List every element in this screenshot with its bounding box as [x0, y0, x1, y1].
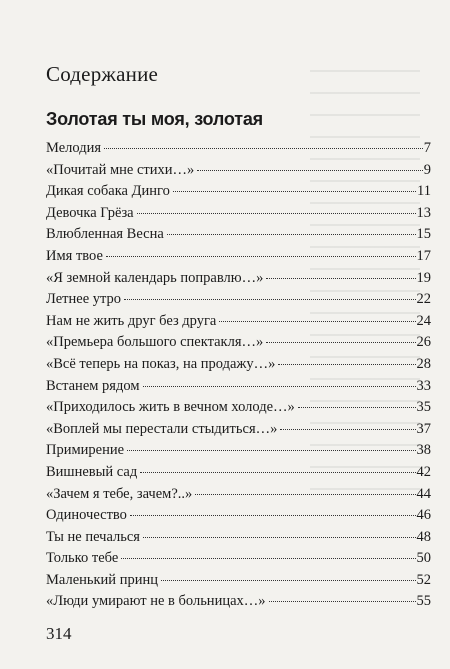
dot-leader	[121, 558, 415, 559]
dot-leader	[127, 450, 415, 451]
toc-entry	[46, 138, 431, 160]
toc-entry-title: «Люди умирают не в больницах…»	[46, 593, 266, 610]
toc-entry-page: 37	[416, 420, 431, 437]
toc-entry	[46, 268, 431, 290]
toc-entry-page: 46	[416, 507, 431, 524]
toc-entry-page: 44	[416, 485, 431, 502]
toc-entry-title: Ты не печалься	[46, 528, 140, 545]
toc-entry-page: 22	[416, 291, 431, 308]
toc-entry-page: 17	[416, 247, 431, 264]
toc-entry-page: 15	[416, 226, 431, 243]
dot-leader	[269, 601, 416, 602]
toc-entry-page: 35	[416, 399, 431, 416]
toc-entry	[46, 160, 431, 182]
dot-leader	[124, 299, 415, 300]
toc-entry-page: 50	[416, 550, 431, 567]
toc-entry	[46, 505, 431, 527]
toc-entry	[46, 397, 431, 419]
toc-entry-page: 28	[416, 355, 431, 372]
section-title: Золотая ты моя, золотая	[46, 109, 263, 129]
toc-entry	[46, 311, 431, 333]
toc-entry-title: Мелодия	[46, 140, 102, 156]
dot-leader	[278, 364, 415, 365]
toc-entry-title: «Воплей мы перестали стыдиться…»	[46, 420, 278, 437]
toc-entry-title: «Всё теперь на показ, на продажу…»	[46, 355, 276, 372]
toc-entry-page: 42	[416, 463, 431, 480]
dot-leader	[167, 234, 416, 235]
toc-entry-title: Нам не жить друг без друга	[46, 312, 217, 329]
dot-leader	[266, 342, 415, 343]
toc-entry-title: Вишневый сад	[46, 463, 138, 480]
toc-entry	[46, 289, 431, 311]
toc-entry-title: Только тебе	[46, 550, 119, 567]
toc-entry-title: Маленький принц	[46, 571, 158, 588]
toc-entry	[46, 332, 431, 354]
toc-entry	[46, 203, 431, 225]
toc-entry	[46, 246, 431, 268]
toc-entry-title: Имя твое	[46, 247, 103, 264]
toc-entry-title: Влюбленная Весна	[46, 226, 164, 243]
dot-leader	[104, 148, 423, 149]
dot-leader	[140, 472, 415, 473]
toc-entry-title: Летнее утро	[46, 291, 122, 308]
toc-entry-page: 52	[416, 571, 431, 588]
toc-entry-title: Встанем рядом	[46, 377, 140, 394]
toc-entry-page: 38	[416, 442, 431, 459]
toc-entry	[46, 419, 431, 441]
dot-leader	[197, 170, 422, 171]
toc-entry-title: Примирение	[46, 442, 125, 459]
toc-entry	[46, 181, 431, 203]
dot-leader	[298, 407, 416, 408]
dot-leader	[106, 256, 416, 257]
dot-leader	[130, 515, 416, 516]
toc-entry	[46, 376, 431, 398]
dot-leader	[280, 429, 415, 430]
toc-entry-title: Девочка Грёза	[46, 204, 134, 221]
dot-leader	[195, 494, 415, 495]
toc-entry-title: «Почитай мне стихи…»	[46, 161, 195, 178]
dot-leader	[219, 321, 415, 322]
toc-entry	[46, 440, 431, 462]
toc-entry-page: 13	[416, 204, 431, 221]
toc-entry	[46, 462, 431, 484]
toc-entry	[46, 354, 431, 376]
toc-entry-page: 9	[423, 161, 431, 178]
toc-entry-title: «Приходилось жить в вечном холоде…»	[46, 399, 295, 416]
toc-entry-page: 33	[416, 377, 431, 394]
toc-entry-title: Дикая собака Динго	[46, 183, 170, 200]
toc-list	[46, 138, 431, 613]
dot-leader	[143, 537, 416, 538]
toc-entry-page: 26	[416, 334, 431, 351]
toc-entry-title: «Премьера большого спектакля…»	[46, 334, 264, 351]
toc-entry	[46, 527, 431, 549]
toc-entry-title: Одиночество	[46, 507, 127, 524]
toc-entry	[46, 570, 431, 592]
dot-leader	[266, 278, 415, 279]
toc-entry-page: 24	[416, 312, 431, 329]
toc-entry	[46, 224, 431, 246]
toc-entry-page: 55	[416, 593, 431, 610]
toc-entry-page: 48	[416, 528, 431, 545]
toc-heading: Содержание	[46, 62, 159, 86]
page-number: 314	[46, 624, 72, 643]
toc-entry-title: «Зачем я тебе, зачем?..»	[46, 485, 193, 502]
dot-leader	[143, 386, 416, 387]
dot-leader	[173, 191, 416, 192]
toc-entry-page: 11	[417, 183, 431, 200]
dot-leader	[161, 580, 416, 581]
dot-leader	[137, 213, 416, 214]
toc-entry-page: 19	[416, 269, 431, 286]
toc-entry	[46, 484, 431, 506]
toc-entry	[46, 548, 431, 570]
toc-entry-title: «Я земной календарь поправлю…»	[46, 269, 264, 286]
toc-entry	[46, 591, 431, 613]
toc-entry-page: 7	[423, 140, 431, 156]
